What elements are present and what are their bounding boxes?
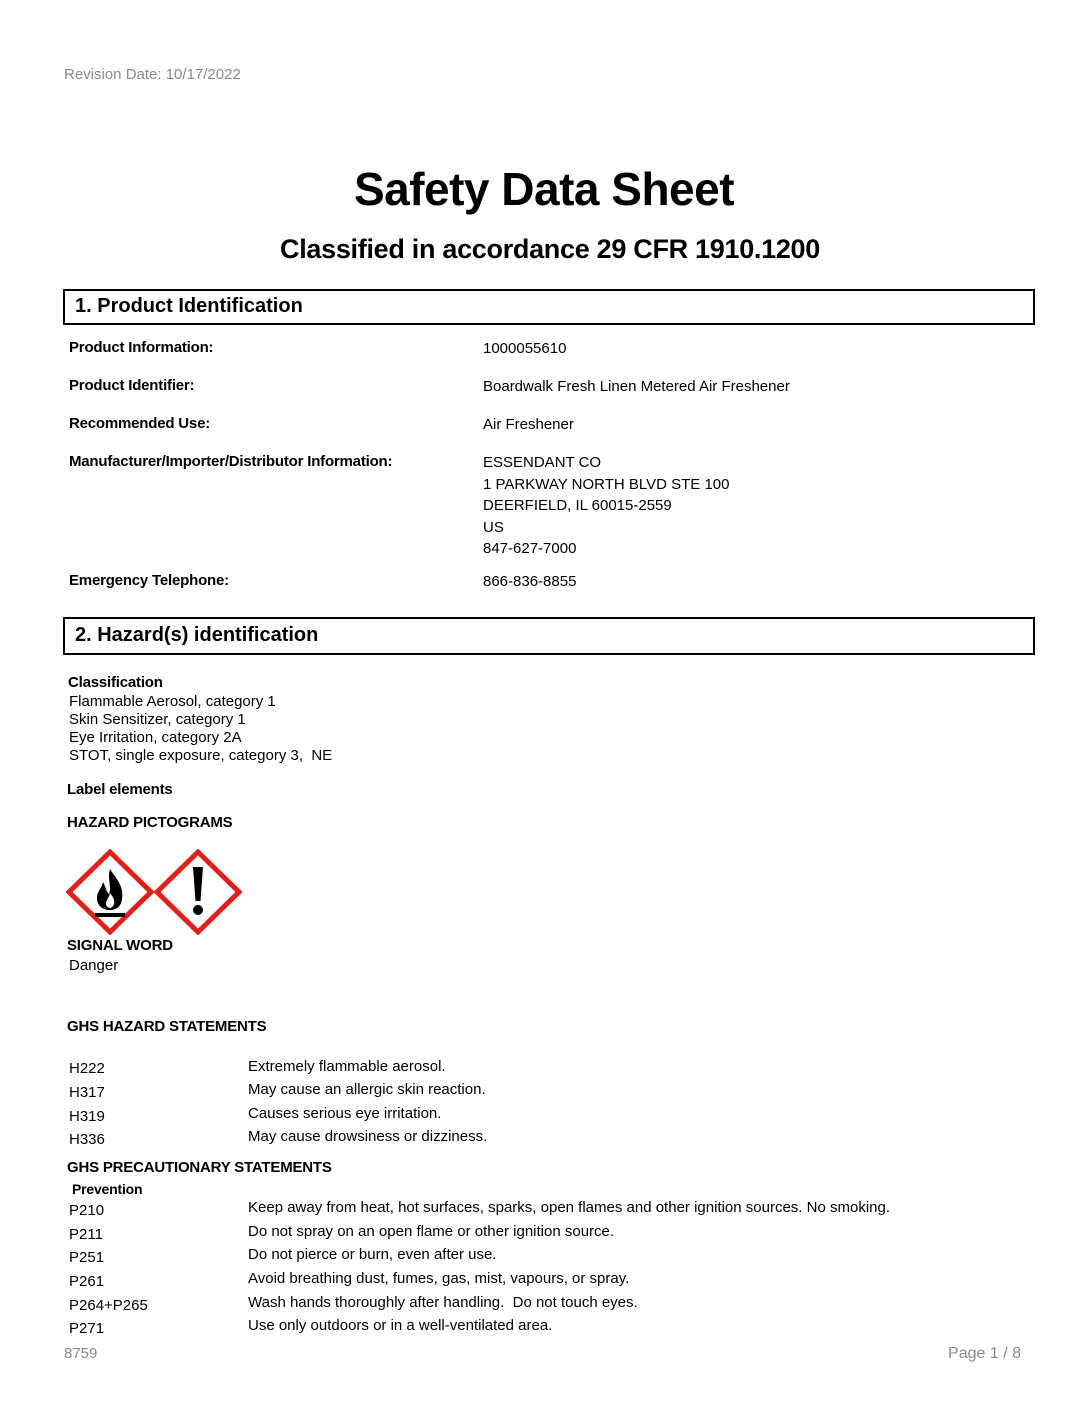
- signal-word-heading: SIGNAL WORD: [67, 937, 173, 954]
- classification-item: Eye Irritation, category 2A: [69, 729, 242, 746]
- label-elements-heading: Label elements: [67, 781, 173, 798]
- classification-list: [69, 693, 332, 765]
- precaution-code: P271: [69, 1320, 105, 1337]
- document-title: Safety Data Sheet: [353, 163, 735, 215]
- classification-item: Flammable Aerosol, category 1: [69, 693, 276, 710]
- classification-item: STOT, single exposure, category 3, NE: [69, 747, 333, 764]
- precaution-code: P261: [69, 1273, 105, 1290]
- flame-pictogram-icon: [66, 849, 154, 935]
- document-number: 8759: [64, 1345, 98, 1362]
- hazard-code: H222: [69, 1060, 105, 1077]
- ghs-precautionary-heading: GHS PRECAUTIONARY STATEMENTS: [67, 1159, 332, 1176]
- hazard-text: Extremely flammable aerosol.: [248, 1058, 446, 1075]
- precaution-text: Do not pierce or burn, even after use.: [248, 1246, 497, 1263]
- signal-word-value: Danger: [69, 957, 119, 974]
- revision-date: Revision Date: 10/17/2022: [64, 66, 241, 83]
- manufacturer-phone: 847-627-7000: [483, 540, 577, 557]
- precaution-code: P210: [69, 1202, 105, 1219]
- hazard-code: H336: [69, 1131, 105, 1148]
- product-information-value: 1000055610: [483, 340, 567, 357]
- precaution-text: Wash hands thoroughly after handling. Do not touch eyes.: [248, 1294, 638, 1311]
- precaution-text: Keep away from heat, hot surfaces, sparks, open flames and other ignition sources. No smoking.: [248, 1199, 890, 1216]
- precaution-text: Use only outdoors or in a well-ventilated area.: [248, 1317, 553, 1334]
- manufacturer-city: DEERFIELD, IL 60015-2559: [483, 497, 672, 514]
- emergency-telephone-value: 866-836-8855: [483, 573, 577, 590]
- manufacturer-label: Manufacturer/Importer/Distributor Information:: [69, 453, 393, 470]
- hazard-code: H319: [69, 1108, 105, 1125]
- prevention-heading: Prevention: [72, 1181, 143, 1197]
- classification-item: Skin Sensitizer, category 1: [69, 711, 246, 728]
- manufacturer-name: ESSENDANT CO: [483, 454, 602, 471]
- section-1-heading: 1. Product Identification: [63, 289, 1035, 325]
- manufacturer-info: [483, 452, 729, 560]
- hazard-text: May cause drowsiness or dizziness.: [248, 1128, 488, 1145]
- precaution-code: P211: [69, 1226, 103, 1243]
- hazard-text: May cause an allergic skin reaction.: [248, 1081, 486, 1098]
- exclamation-pictogram-icon: [154, 849, 242, 935]
- precaution-code: P251: [69, 1249, 105, 1266]
- hazard-text: Causes serious eye irritation.: [248, 1105, 442, 1122]
- recommended-use-label: Recommended Use:: [69, 415, 211, 432]
- product-identifier-label: Product Identifier:: [69, 377, 195, 394]
- document-subtitle: Classified in accordance 29 CFR 1910.1200: [280, 234, 820, 264]
- classification-heading: Classification: [68, 674, 163, 691]
- precaution-code: P264+P265: [69, 1297, 148, 1314]
- section-2-heading: 2. Hazard(s) identification: [63, 617, 1035, 655]
- page-indicator: Page 1 / 8: [948, 1345, 1021, 1362]
- ghs-hazard-heading: GHS HAZARD STATEMENTS: [67, 1018, 267, 1035]
- manufacturer-street: 1 PARKWAY NORTH BLVD STE 100: [483, 475, 730, 493]
- hazard-code: H317: [69, 1084, 105, 1101]
- precaution-text: Avoid breathing dust, fumes, gas, mist, vapours, or spray.: [248, 1270, 630, 1287]
- recommended-use-value: Air Freshener: [483, 416, 574, 433]
- precaution-text: Do not spray on an open flame or other ignition source.: [248, 1223, 615, 1240]
- product-identifier-value: Boardwalk Fresh Linen Metered Air Freshener: [483, 378, 790, 395]
- emergency-telephone-label: Emergency Telephone:: [69, 572, 229, 589]
- manufacturer-country: US: [483, 518, 504, 536]
- hazard-pictograms-heading: HAZARD PICTOGRAMS: [67, 814, 233, 831]
- product-information-label: Product Information:: [69, 339, 214, 356]
